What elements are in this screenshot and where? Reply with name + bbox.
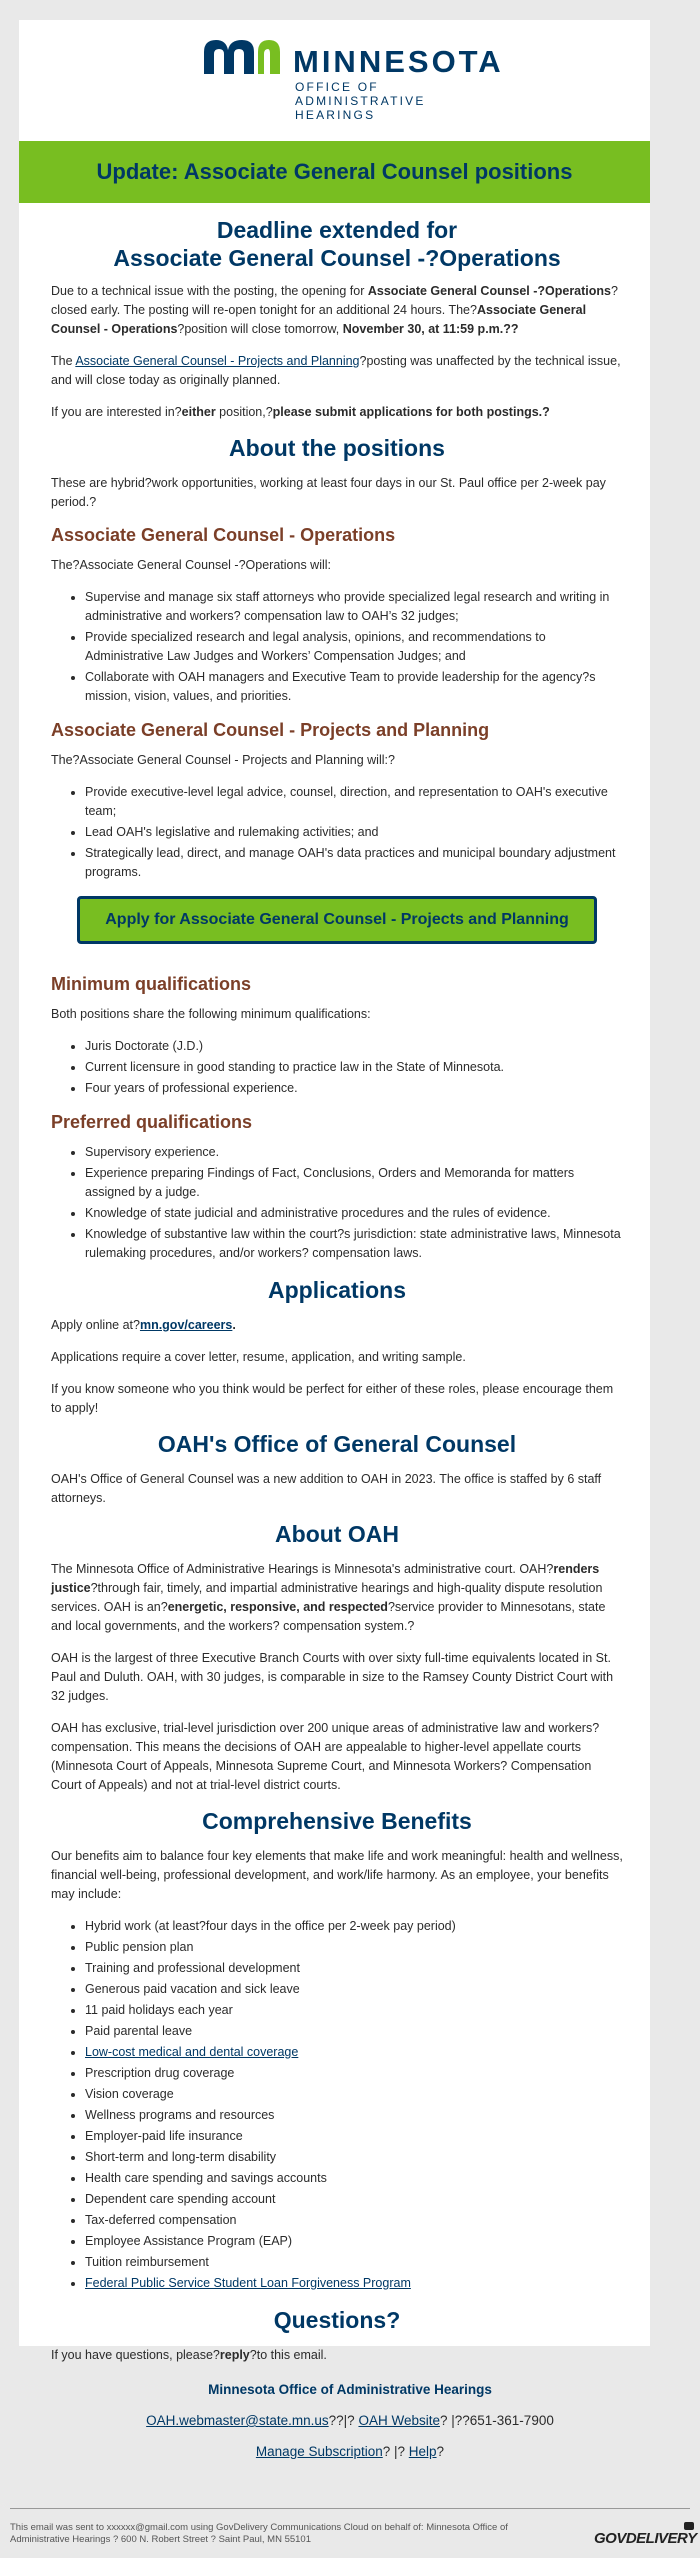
- list-item: [85, 2274, 623, 2293]
- list-item: • Health care spending and savings accounts: [85, 2169, 623, 2188]
- benefits-heading: Comprehensive Benefits: [202, 1808, 472, 1834]
- footer-subscription-links: [0, 2444, 700, 2459]
- minnesota-logo-icon: [202, 38, 282, 76]
- list-item: • Provide executive-level legal advice, counsel, direction, and representation to OAH's executive team;: [85, 783, 623, 821]
- list-item: • Provide specialized research and legal analysis, opinions, and recommendations to Administrative Law Judges and Workers’ Compensation Judges; and: [85, 628, 623, 666]
- projects-heading: Associate General Counsel - Projects and Planning: [51, 720, 490, 740]
- logo-sub-line: ADMINISTRATIVE: [295, 94, 426, 108]
- pref-qual-list: [51, 1143, 623, 1263]
- logo-subtitle: [295, 80, 426, 122]
- list-item: • Public pension plan: [85, 1938, 623, 1957]
- help-link[interactable]: Help: [408, 2444, 437, 2459]
- text: The Minnesota Office of Administrative Hearings is Minnesota's administrative court. OAH?: [51, 1562, 554, 1576]
- min-qual-heading: Minimum qualifications: [51, 974, 252, 994]
- divider: [10, 2508, 690, 2509]
- list-item: • Four years of professional experience.: [85, 1079, 623, 1098]
- text-bold: reply: [219, 2348, 250, 2362]
- update-banner: [19, 141, 650, 203]
- operations-heading: Associate General Counsel - Operations: [51, 525, 396, 545]
- fineprint: This email was sent to xxxxxx@gmail.com using GovDelivery Communications Cloud on behalf of: Minnesota Office of Administrative Hearings ? 600 N. Robert Street ? Saint Paul, MN 55101: [10, 2522, 508, 2545]
- list-item: • Generous paid vacation and sick leave: [85, 1980, 623, 1999]
- manage-subscription-link[interactable]: Manage Subscription: [255, 2444, 383, 2459]
- list-item: • Tuition reimbursement: [85, 2253, 623, 2272]
- logo-sub-line: OFFICE OF: [295, 80, 379, 94]
- benefits-intro: Our benefits aim to balance four key elements that make life and work meaningful: health and wellness, financial well-being, professional development, and work/life harmony. As an employee, your benefits may include:: [51, 1849, 623, 1901]
- deadline-heading-line2: Associate General Counsel -?Operations: [113, 245, 561, 271]
- ogc-heading: OAH's Office of General Counsel: [157, 1431, 517, 1457]
- separator: ?: [436, 2444, 445, 2459]
- email-card: [19, 20, 650, 2362]
- text-bold: .: [232, 1318, 236, 1332]
- separator: ??|?: [328, 2413, 359, 2428]
- text: The: [51, 354, 76, 368]
- applications-heading: Applications: [267, 1277, 406, 1303]
- header-logo[interactable]: [19, 20, 650, 140]
- apply-online-paragraph: [51, 1316, 623, 1335]
- projects-list: [51, 783, 623, 882]
- apply-projects-button[interactable]: Apply for Associate General Counsel - Projects and Planning: [77, 896, 597, 944]
- list-item: • Knowledge of substantive law within the court?s jurisdiction: state administrative laws, Minnesota rulemaking procedures, and/or workers? compensation laws.: [85, 1225, 623, 1263]
- deadline-heading: [51, 216, 623, 272]
- list-item: • 11 paid holidays each year: [85, 2001, 623, 2020]
- referral-paragraph: If you know someone who you think would be perfect for either of these roles, please encourage them to apply!: [51, 1382, 614, 1415]
- deadline-heading-line1: Deadline extended for: [216, 217, 458, 243]
- text-bold: Associate General Counsel - Operations: [51, 303, 587, 336]
- list-item: [85, 2043, 623, 2062]
- text-bold: Associate General Counsel -?Operations: [367, 284, 611, 298]
- banner-title: Update: Associate General Counsel positions: [96, 159, 573, 184]
- list-item: • Current licensure in good standing to practice law in the State of Minnesota.: [85, 1058, 623, 1077]
- list-item: • Wellness programs and resources: [85, 2106, 623, 2125]
- phone-text: ? |??651-361-7900: [439, 2413, 554, 2428]
- list-item: • Short-term and long-term disability: [85, 2148, 623, 2167]
- medical-dental-link[interactable]: Low-cost medical and dental coverage: [85, 2045, 299, 2059]
- logo-wordmark: MINNESOTA: [293, 44, 504, 79]
- list-item: • Supervisory experience.: [85, 1143, 623, 1162]
- about-oah-heading: About OAH: [275, 1521, 399, 1547]
- projects-intro: The?Associate General Counsel - Projects and Planning will:?: [51, 753, 395, 767]
- list-item: • Collaborate with OAH managers and Executive Team to provide leadership for the agency?s mission, vision, values, and priorities.: [85, 668, 623, 706]
- min-qual-intro: Both positions share the following minimum qualifications:: [51, 1007, 371, 1021]
- about-positions-intro: These are hybrid?work opportunities, working at least four days in our St. Paul office per 2-week pay period.?: [51, 476, 606, 509]
- list-item: • Dependent care spending account: [85, 2190, 623, 2209]
- careers-link[interactable]: mn.gov/careers: [139, 1318, 233, 1332]
- text: If you are interested in?: [51, 405, 182, 419]
- list-item: • Vision coverage: [85, 2085, 623, 2104]
- text: ? closed early. The posting will re-open tonight for an additional 24 hours. The?: [51, 284, 618, 317]
- footer-contact-links: [0, 2413, 700, 2428]
- list-item: • Knowledge of state judicial and administrative procedures and the rules of evidence.: [85, 1204, 623, 1223]
- questions-heading: Questions?: [273, 2307, 401, 2333]
- operations-intro: The?Associate General Counsel -?Operations will:: [51, 558, 331, 572]
- footer-org-name: Minnesota Office of Administrative Hearings: [208, 2382, 492, 2397]
- about-oah-paragraph-2: OAH is the largest of three Executive Branch Courts with over sixty full-time equivalents located in St. Paul and Duluth. OAH, with 30 judges, is comparable in size to the Ramsey County District Court with 32 judges.: [51, 1651, 614, 1703]
- operations-list: [51, 588, 623, 706]
- main-content: [51, 216, 623, 2378]
- text-bold: either: [181, 405, 216, 419]
- list-item: • Employer-paid life insurance: [85, 2127, 623, 2146]
- text: ?position will close tomorrow,: [177, 322, 343, 336]
- projects-note-paragraph: [51, 352, 623, 390]
- about-oah-paragraph-3: OAH has exclusive, trial-level jurisdiction over 200 unique areas of administrative law and workers? compensation. This means the decisions of OAH are appealable to higher-level appellate courts (Minnesota Court of Appeals, Minnesota Supreme Court, and Minnesota Workers? Compensation Court of Appeals) and not at trial-level district courts.: [51, 1721, 600, 1792]
- govdelivery-bubble-icon: [684, 2522, 694, 2530]
- text-bold: November 30, at 11:59 p.m.??: [342, 322, 519, 336]
- benefits-list: [51, 1917, 623, 2293]
- min-qual-list: [51, 1037, 623, 1098]
- about-oah-paragraph-1: [51, 1560, 623, 1636]
- ogc-paragraph: OAH's Office of General Counsel was a new addition to OAH in 2023. The office is staffed by 6 staff attorneys.: [51, 1472, 602, 1505]
- deadline-paragraph: [51, 282, 623, 339]
- text: ?posting was unaffected by the technical issue, and will close today as originally planned.: [51, 354, 621, 387]
- list-item: • Strategically lead, direct, and manage OAH's data practices and municipal boundary adjustment programs.: [85, 844, 623, 882]
- webmaster-email-link[interactable]: OAH.webmaster@state.mn.us: [146, 2413, 329, 2428]
- loan-forgiveness-link[interactable]: Federal Public Service Student Loan Forgiveness Program: [85, 2276, 411, 2290]
- text: Apply online at?: [51, 1318, 140, 1332]
- projects-posting-link[interactable]: Associate General Counsel - Projects and Planning: [75, 354, 360, 368]
- text: ?service provider to Minnesotans, state and local governments, and the workers? compensation system.?: [51, 1600, 606, 1633]
- text: position,?: [215, 405, 273, 419]
- text: If you have questions, please?: [51, 2348, 220, 2362]
- list-item: • Employee Assistance Program (EAP): [85, 2232, 623, 2251]
- list-item: • Training and professional development: [85, 1959, 623, 1978]
- list-item: • Supervise and manage six staff attorneys who provide specialized legal research and writing in administrative and workers? compensation law to OAH’s 32 judges;: [85, 588, 623, 626]
- list-item: • Hybrid work (at least?four days in the office per 2-week pay period): [85, 1917, 623, 1936]
- text-bold: renders justice: [51, 1562, 600, 1595]
- requirements-paragraph: Applications require a cover letter, resume, application, and writing sample.: [51, 1350, 466, 1364]
- oah-website-link[interactable]: OAH Website: [358, 2413, 440, 2428]
- text: ?through fair, timely, and impartial administrative hearings and high-quality dispute resolution services. OAH is an?: [51, 1581, 603, 1614]
- list-item: • Tax-deferred compensation: [85, 2211, 623, 2230]
- list-item: • Experience preparing Findings of Fact, Conclusions, Orders and Memoranda for matters assigned by a judge.: [85, 1164, 623, 1202]
- list-item: • Juris Doctorate (J.D.): [85, 1037, 623, 1056]
- govdelivery-logo[interactable]: GOVDELIVERY: [594, 2530, 697, 2547]
- footer: [0, 2346, 700, 2516]
- text: ?to this email.: [249, 2348, 327, 2362]
- list-item: • Paid parental leave: [85, 2022, 623, 2041]
- text-bold: please submit applications for both postings.?: [272, 405, 550, 419]
- list-item: • Prescription drug coverage: [85, 2064, 623, 2083]
- logo-sub-line: HEARINGS: [295, 108, 376, 122]
- list-item: • Lead OAH's legislative and rulemaking activities; and: [85, 823, 623, 842]
- pref-qual-heading: Preferred qualifications: [51, 1112, 253, 1132]
- text-bold: energetic, responsive, and respected: [167, 1600, 388, 1614]
- about-positions-heading: About the positions: [229, 435, 445, 461]
- separator: ? |?: [382, 2444, 409, 2459]
- interest-paragraph: [51, 403, 623, 422]
- text: Due to a technical issue with the posting, the opening for: [51, 284, 368, 298]
